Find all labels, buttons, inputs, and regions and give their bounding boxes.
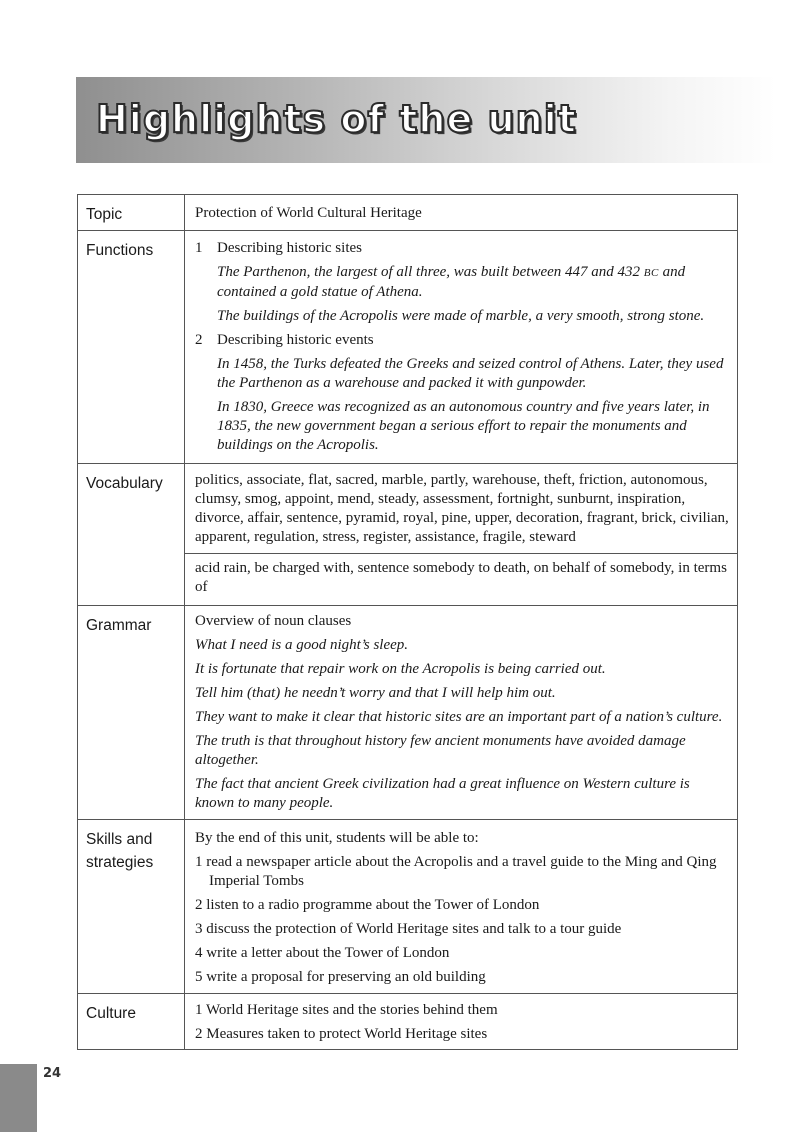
grammar-example: The truth is that throughout history few ancient monuments have avoided damage altogether.	[195, 733, 686, 768]
function-example: In 1830, Greece was recognized as an autonomous country and five years later, in 1835, the new government began a serious effort to repair the monuments and buildings on the Acropolis.	[217, 399, 710, 453]
function-item	[195, 239, 729, 258]
topic-heading: Topic	[78, 195, 185, 231]
vocabulary-phrases: acid rain, be charged with, sentence somebody to death, on behalf of somebody, in terms of	[185, 554, 738, 606]
page-number: 24	[43, 1066, 62, 1081]
page-tab	[0, 1064, 37, 1132]
unit-banner	[76, 77, 776, 163]
culture-cell	[185, 994, 738, 1050]
functions-heading: Functions	[78, 231, 185, 464]
skills-heading-line: Skills and	[86, 831, 153, 848]
skills-cell	[185, 820, 738, 994]
highlights-table	[77, 194, 738, 1050]
grammar-example: The fact that ancient Greek civilization had a great influence on Western culture is known to many people.	[195, 776, 690, 811]
banner-title: Highlights of the unit	[96, 97, 577, 141]
vocabulary-words: politics, associate, flat, sacred, marble, partly, warehouse, theft, friction, autonomous, clumsy, smog, appoint, mend, steady, assessment, fortnight, sunburnt, inspiration, divorce, affair, sentence, pyramid, royal, pine, upper, decoration, fragrant, brick, civilian, apparent, regulation, stress, register, assistance, fragile, steward	[185, 464, 738, 554]
culture-item: 1 World Heritage sites and the stories behind them	[195, 1002, 498, 1018]
example-text: The Parthenon, the largest of all three, was built between 447 and 432	[217, 264, 644, 280]
functions-row	[78, 231, 738, 464]
skills-row	[78, 820, 738, 994]
skills-item: 5 write a proposal for preserving an old building	[195, 969, 486, 985]
vocabulary-row	[78, 464, 738, 554]
culture-heading: Culture	[78, 994, 185, 1050]
function-number: 2	[195, 332, 203, 348]
function-title: Describing historic sites	[217, 240, 362, 256]
topic-row	[78, 195, 738, 231]
skills-heading-line: strategies	[86, 854, 154, 871]
function-example: The buildings of the Acropolis were made of marble, a very smooth, strong stone.	[217, 308, 705, 324]
skills-heading	[78, 820, 185, 994]
skills-item: 1 read a newspaper article about the Acropolis and a travel guide to the Ming and Qing Imperial Tombs	[195, 854, 717, 889]
function-example	[195, 263, 729, 302]
skills-item: 3 discuss the protection of World Heritage sites and talk to a tour guide	[195, 921, 622, 937]
skills-intro: By the end of this unit, students will be able to:	[195, 830, 479, 846]
function-number: 1	[195, 240, 203, 256]
grammar-example: Tell him (that) he needn’t worry and that I will help him out.	[195, 685, 556, 701]
grammar-row	[78, 606, 738, 820]
culture-item: 2 Measures taken to protect World Heritage sites	[195, 1026, 488, 1042]
example-text: and contained a gold statue of Athena.	[217, 264, 686, 300]
grammar-example: They want to make it clear that historic sites are an important part of a nation’s culture.	[195, 709, 723, 725]
culture-row	[78, 994, 738, 1050]
grammar-example: What I need is a good night’s sleep.	[195, 637, 409, 653]
functions-cell	[185, 231, 738, 464]
function-item	[195, 331, 729, 350]
grammar-example: It is fortunate that repair work on the Acropolis is being carried out.	[195, 661, 606, 677]
grammar-cell	[185, 606, 738, 820]
function-title: Describing historic events	[217, 332, 374, 348]
grammar-title: Overview of noun clauses	[195, 613, 352, 629]
grammar-heading: Grammar	[78, 606, 185, 820]
topic-text: Protection of World Cultural Heritage	[185, 195, 738, 231]
skills-item: 4 write a letter about the Tower of London	[195, 945, 450, 961]
function-example: In 1458, the Turks defeated the Greeks and seized control of Athens. Later, they used the Parthenon as a warehouse and packed it with gunpowder.	[217, 356, 724, 391]
era-label: BC	[643, 267, 659, 279]
skills-item: 2 listen to a radio programme about the Tower of London	[195, 897, 540, 913]
vocabulary-heading: Vocabulary	[78, 464, 185, 606]
